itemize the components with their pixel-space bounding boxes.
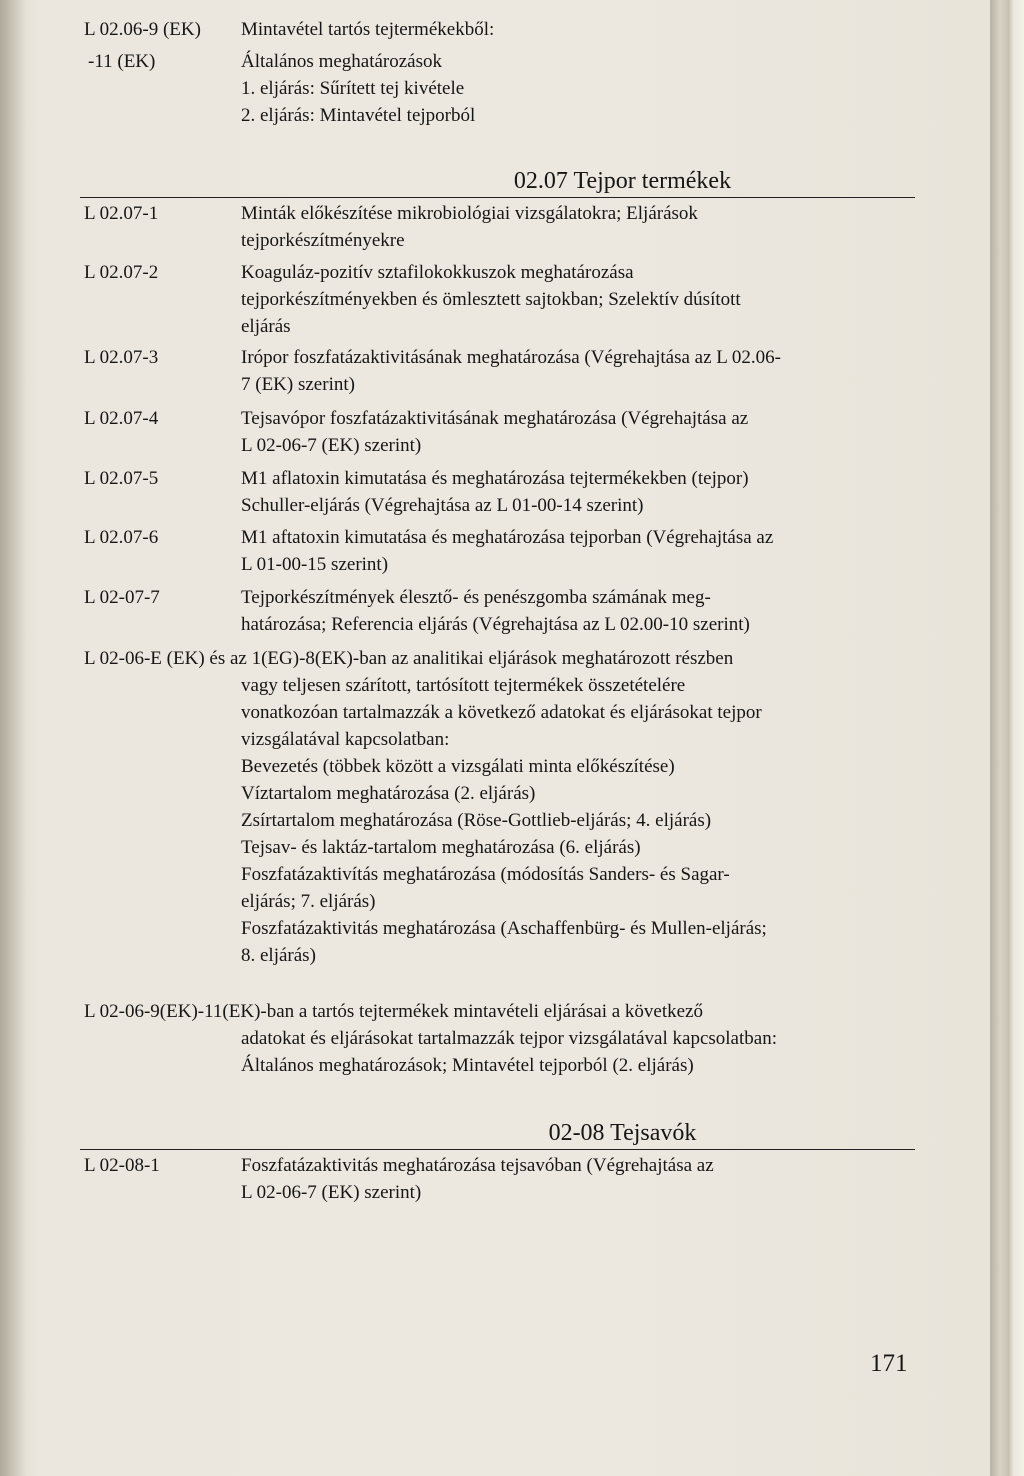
paragraph-line: Víztartalom meghatározása (2. eljárás) bbox=[241, 783, 536, 804]
entry-code: L 02.07-5 bbox=[84, 468, 159, 489]
entry-line: eljárás bbox=[241, 316, 291, 337]
entry-line: M1 aflatoxin kimutatása és meghatározása tejtermékekben (tejpor) bbox=[241, 468, 749, 489]
entry-line: 7 (EK) szerint) bbox=[241, 374, 355, 395]
paragraph-line: vizsgálatával kapcsolatban: bbox=[241, 729, 450, 750]
entry-line: tejporkészítményekre bbox=[241, 230, 405, 251]
entry-line: Irópor foszfatázaktivitásának meghatározása (Végrehajtása az L 02.06- bbox=[241, 347, 781, 368]
entry-description bbox=[241, 200, 921, 254]
page-number: 171 bbox=[870, 1350, 908, 1377]
entry-line: Mintavétel tartós tejtermékekből: bbox=[241, 19, 495, 40]
entry-line: határozása; Referencia eljárás (Végrehajtása az L 02.00-10 szerint) bbox=[241, 614, 750, 635]
entry-code: L 02.07-2 bbox=[84, 262, 159, 283]
entry-code: L 02.07-6 bbox=[84, 527, 159, 548]
entry-code: L 02.07-1 bbox=[84, 203, 159, 224]
paragraph-line: Foszfatázaktivítás meghatározása (módosítás Sanders- és Sagar- bbox=[241, 864, 730, 885]
section-heading bbox=[80, 1115, 915, 1150]
paragraph-line: Foszfatázaktivitás meghatározása (Aschaffenbürg- és Mullen-eljárás; bbox=[241, 918, 767, 939]
entry-code: -11 (EK) bbox=[88, 51, 156, 72]
paragraph-lead: L 02-06-9(EK)-11(EK)-ban a tartós tejtermékek mintavételi eljárásai a következő bbox=[84, 1001, 703, 1022]
page-edge bbox=[990, 0, 1024, 1476]
section-title: 02.07 Tejpor termékek bbox=[513, 168, 732, 194]
entry-line: L 01-00-15 szerint) bbox=[241, 554, 389, 575]
entry-line: Schuller-eljárás (Végrehajtása az L 01-00-14 szerint) bbox=[241, 495, 644, 516]
paragraph-body bbox=[241, 1025, 921, 1079]
entry-line: Általános meghatározások bbox=[241, 51, 443, 72]
entry-code: L 02-08-1 bbox=[84, 1155, 160, 1176]
entry-line: Minták előkészítése mikrobiológiai vizsgálatokra; Eljárások bbox=[241, 203, 698, 224]
entry-description bbox=[241, 344, 921, 398]
entry-code: L 02.07-3 bbox=[84, 347, 159, 368]
paragraph-line: eljárás; 7. eljárás) bbox=[241, 891, 376, 912]
entry-line: Tejsavópor foszfatázaktivitásának meghatározása (Végrehajtása az bbox=[241, 408, 749, 429]
paragraph-line: Tejsav- és laktáz-tartalom meghatározása (6. eljárás) bbox=[241, 837, 641, 858]
entry-line: Koaguláz-pozitív sztafilokokkuszok meghatározása bbox=[241, 262, 634, 283]
entry-description bbox=[241, 48, 921, 129]
entry-description bbox=[241, 405, 921, 459]
entry-description bbox=[241, 465, 921, 519]
entry-description bbox=[241, 1152, 921, 1206]
entry-description bbox=[241, 584, 921, 638]
entry-line: L 02-06-7 (EK) szerint) bbox=[241, 1182, 422, 1203]
paragraph-line: Általános meghatározások; Mintavétel tejporból (2. eljárás) bbox=[241, 1055, 694, 1076]
entry-code: L 02-07-7 bbox=[84, 587, 160, 608]
entry-line: 2. eljárás: Mintavétel tejporból bbox=[241, 105, 476, 126]
entry-code: L 02.06-9 (EK) bbox=[84, 19, 201, 40]
paragraph-body bbox=[241, 672, 921, 969]
entry-line: L 02-06-7 (EK) szerint) bbox=[241, 435, 422, 456]
entry-line: Tejporkészítmények élesztő- és penészgomba számának meg- bbox=[241, 587, 711, 608]
entry-line: Foszfatázaktivitás meghatározása tejsavóban (Végrehajtása az bbox=[241, 1155, 714, 1176]
paragraph-line: Zsírtartalom meghatározása (Röse-Gottlieb-eljárás; 4. eljárás) bbox=[241, 810, 712, 831]
entry-line: M1 aftatoxin kimutatása és meghatározása tejporban (Végrehajtása az bbox=[241, 527, 774, 548]
entry-code: L 02.07-4 bbox=[84, 408, 159, 429]
paragraph-line: 8. eljárás) bbox=[241, 945, 316, 966]
paragraph-lead: L 02-06-E (EK) és az 1(EG)-8(EK)-ban az analitikai eljárások meghatározott részben bbox=[84, 648, 734, 669]
paragraph-line: Bevezetés (többek között a vizsgálati minta előkészítése) bbox=[241, 756, 675, 777]
entry-description bbox=[241, 259, 921, 340]
entry-description bbox=[241, 524, 921, 578]
paragraph-line: adatokat és eljárásokat tartalmazzák tejpor vizsgálatával kapcsolatban: bbox=[241, 1028, 777, 1049]
entry-description bbox=[241, 16, 921, 43]
section-title: 02-08 Tejsavók bbox=[548, 1120, 697, 1146]
paragraph-line: vagy teljesen szárított, tartósított tejtermékek összetételére bbox=[241, 675, 686, 696]
entry-line: 1. eljárás: Sűrített tej kivétele bbox=[241, 78, 465, 99]
section-heading bbox=[80, 163, 915, 198]
entry-line: tejporkészítményekben és ömlesztett sajtokban; Szelektív dúsított bbox=[241, 289, 741, 310]
paragraph-line: vonatkozóan tartalmazzák a következő adatokat és eljárásokat tejpor bbox=[241, 702, 762, 723]
